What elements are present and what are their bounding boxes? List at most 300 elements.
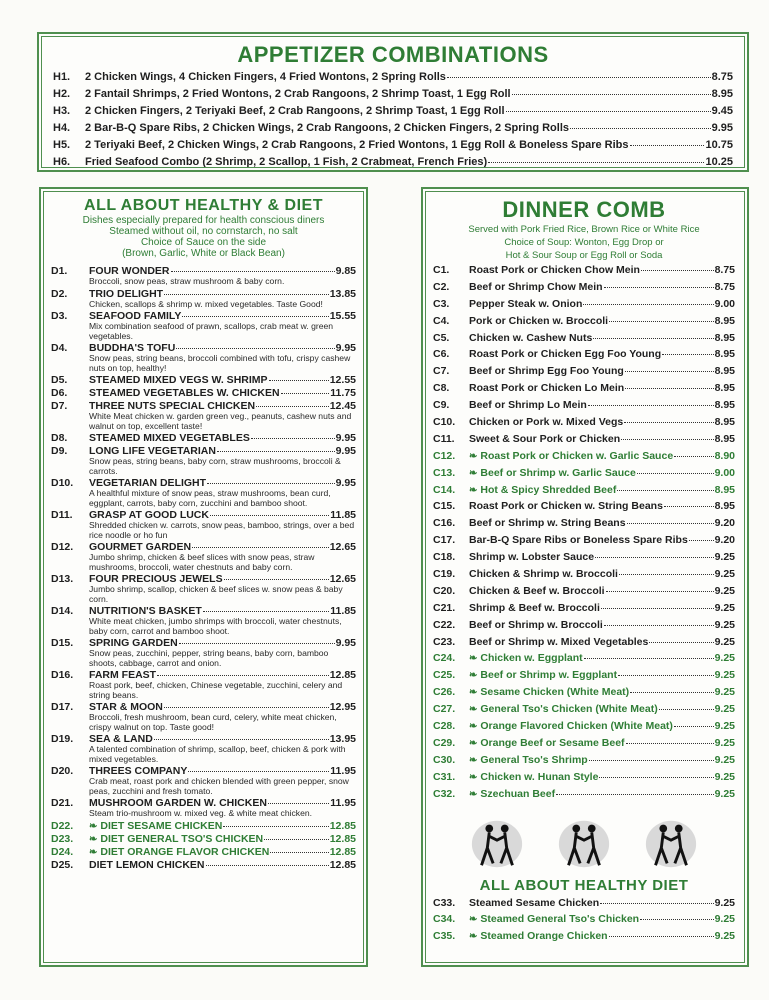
item-price: 9.25: [714, 720, 735, 733]
dot-leader: [268, 803, 329, 804]
item-price: 9.25: [714, 703, 735, 716]
item-name: THREE NUTS SPECIAL CHICKEN: [89, 400, 256, 412]
item-code: C27.: [433, 703, 456, 716]
item-price: 9.25: [714, 601, 735, 614]
item-code: D4.: [51, 342, 68, 354]
item-name: FARM FEAST: [89, 669, 157, 681]
spicy-leaf-icon: ❧: [469, 653, 478, 665]
item-code: C2.: [433, 280, 450, 293]
item-name: Shrimp & Beef w. Broccoli: [469, 601, 600, 614]
item-name: 2 Bar-B-Q Spare Ribs, 2 Chicken Wings, 2 Crab Rangoons, 2 Chicken Fingers, 2 Spring Rolls: [85, 122, 570, 134]
menu-item-row: [433, 281, 735, 298]
item-description: White Meat chicken w. garden green veg., peanuts, cashew nuts and walnut on top, excellent taste!: [89, 411, 352, 431]
item-name: Beef or Shrimp w. String Beans: [469, 517, 626, 530]
healthy-item: [51, 432, 356, 444]
item-code: D19.: [51, 733, 74, 745]
item-price: 9.20: [714, 517, 735, 530]
dot-leader: [625, 388, 713, 389]
item-name: Roast Pork or Chicken w. Garlic Sauce: [480, 449, 674, 462]
item-price: 9.25: [714, 669, 735, 682]
item-code: D24.: [51, 845, 74, 858]
dot-leader: [488, 162, 704, 163]
menu-item-row: [433, 484, 735, 501]
dot-leader: [604, 625, 714, 626]
healthy-item: [51, 374, 356, 386]
healthy-item: [51, 400, 356, 431]
item-name: NUTRITION'S BASKET: [89, 605, 202, 617]
item-code: C20.: [433, 584, 456, 597]
item-name: FOUR PRECIOUS JEWELS: [89, 573, 223, 585]
dot-leader: [659, 709, 714, 710]
item-code: C7.: [433, 365, 450, 378]
item-code: C4.: [433, 314, 450, 327]
dot-leader: [625, 371, 714, 372]
item-code: D23.: [51, 832, 74, 845]
item-code: C5.: [433, 331, 450, 344]
dot-leader: [223, 826, 328, 827]
healthy-item: [51, 541, 356, 572]
dot-leader: [188, 771, 329, 772]
menu-item-row: [433, 652, 735, 669]
menu-item-row: [51, 387, 356, 399]
dot-leader: [588, 405, 714, 406]
healthy-subtitle-2: Steamed without oil, no cornstarch, no salt: [109, 226, 298, 237]
item-code: C22.: [433, 618, 456, 631]
dot-leader: [649, 642, 713, 643]
item-code: D25.: [51, 858, 74, 871]
item-name: SEA & LAND: [89, 733, 153, 745]
item-description: Jumbo shrimp, chicken & beef slices with snow peas, straw mushrooms, broccoli, water chestnuts and baby corn.: [89, 552, 315, 572]
item-name: Beef or Shrimp Egg Foo Young: [469, 365, 624, 378]
menu-item-row: [433, 315, 735, 332]
item-price: 11.85: [330, 509, 356, 521]
dot-leader: [689, 540, 714, 541]
dot-leader: [593, 338, 713, 339]
item-name: Orange Flavored Chicken (White Meat): [480, 720, 673, 733]
menu-item-row: [51, 833, 356, 845]
item-price: 8.75: [714, 264, 735, 276]
item-name: BUDDHA'S TOFU: [89, 342, 176, 354]
menu-item-row: [51, 432, 356, 444]
healthy-title: ALL ABOUT HEALTHY & DIET: [84, 197, 323, 214]
menu-item-row: [433, 754, 735, 771]
menu-item-row: [433, 788, 735, 805]
item-name: Chicken w. Eggplant: [480, 652, 583, 665]
item-price: 8.90: [714, 449, 735, 462]
item-description: Snow peas, string beans, broccoli combined with tofu, crispy cashew nuts on top, healthy!: [89, 353, 351, 373]
item-price: 8.95: [714, 382, 735, 395]
spicy-leaf-icon: ❧: [469, 721, 478, 733]
item-price: 9.25: [714, 896, 735, 909]
item-name: 2 Fantail Shrimps, 2 Fried Wontons, 2 Crab Rangoons, 2 Shrimp Toast, 1 Egg Roll: [85, 88, 511, 100]
item-code: D13.: [51, 573, 74, 585]
item-name: VEGETARIAN DELIGHT: [89, 477, 207, 489]
item-name: Orange Beef or Sesame Beef: [480, 736, 625, 749]
spicy-leaf-icon: ❧: [469, 670, 478, 682]
dot-leader: [641, 270, 714, 271]
item-price: 9.25: [714, 787, 735, 800]
item-price: 12.85: [329, 832, 356, 845]
item-code: D22.: [51, 819, 74, 832]
menu-item-row: [53, 71, 733, 88]
menu-item-row: [433, 382, 735, 399]
item-code: D14.: [51, 605, 74, 617]
item-price: 9.00: [714, 466, 735, 479]
dot-leader: [626, 743, 714, 744]
item-name: Chicken w. Hunan Style: [480, 770, 599, 783]
item-name: STAR & MOON: [89, 701, 163, 713]
item-code: C25.: [433, 669, 456, 682]
spicy-leaf-icon: ❧: [469, 754, 478, 766]
item-description: Mix combination seafood of prawn, scallops, crab meat w. green vegetables.: [89, 321, 334, 341]
item-code: C15.: [433, 500, 456, 513]
spicy-leaf-icon: ❧: [469, 737, 478, 749]
item-code: C33.: [433, 896, 456, 909]
item-name: General Tso's Chicken (White Meat): [480, 703, 658, 716]
dot-leader: [637, 473, 714, 474]
item-price: 13.95: [329, 733, 356, 745]
item-description: Steam trio-mushroom w. mixed veg. & white meat chicken.: [89, 808, 313, 818]
item-name: STEAMED MIXED VEGS W. SHRIMP: [89, 374, 268, 386]
item-code: D21.: [51, 797, 74, 809]
item-name: Beef or Shrimp w. Mixed Vegetables: [469, 635, 649, 648]
menu-item-row: [433, 930, 735, 947]
dot-leader: [662, 354, 713, 355]
item-name: Roast Pork or Chicken Lo Mein: [469, 382, 625, 395]
item-description: A healthful mixture of snow peas, straw mushrooms, bean curd, eggplant, carrots, baby corn, zucchini and bamboo shoot.: [89, 488, 331, 508]
item-code: D20.: [51, 765, 74, 777]
menu-item-row: [433, 433, 735, 450]
item-code: D9.: [51, 445, 68, 457]
item-price: 11.85: [330, 605, 356, 617]
dot-leader: [171, 271, 335, 272]
menu-item-row: [433, 585, 735, 602]
item-name: DIET ORANGE FLAVOR CHICKEN: [100, 845, 270, 858]
item-code: C18.: [433, 551, 456, 564]
item-name: STEAMED VEGETABLES W. CHICKEN: [89, 387, 280, 399]
item-price: 9.95: [335, 432, 356, 444]
item-code: C21.: [433, 601, 456, 614]
menu-item-row: [433, 636, 735, 653]
menu-item-row: [433, 551, 735, 568]
item-price: 8.95: [711, 88, 733, 100]
dot-leader: [609, 321, 713, 322]
item-price: 12.85: [329, 819, 356, 832]
item-code: C11.: [433, 432, 455, 445]
item-name: Roast Pork or Chicken w. String Beans: [469, 500, 663, 513]
menu-item-row: [53, 156, 733, 173]
item-price: 11.75: [330, 387, 356, 399]
item-description: A talented combination of shrimp, scallop, beef, chicken & pork with mixed vegetables.: [89, 744, 346, 764]
appetizer-title: APPETIZER COMBINATIONS: [237, 42, 549, 67]
healthy-item: [51, 288, 356, 310]
healthy-diet-item: [51, 820, 356, 832]
dot-leader: [207, 483, 335, 484]
item-price: 8.95: [714, 331, 735, 344]
item-code: C12.: [433, 449, 456, 462]
healthy-diet-section: [39, 187, 368, 967]
healthy-item: [51, 310, 356, 341]
menu-item-row: [53, 88, 733, 105]
appetizer-list: [53, 71, 733, 173]
item-price: 10.25: [705, 156, 733, 168]
dot-leader: [606, 591, 714, 592]
item-price: 9.25: [714, 584, 735, 597]
dinner-subtitle-3: Hot & Sour Soup or Egg Roll or Soda: [505, 250, 663, 261]
item-code: C35.: [433, 930, 456, 943]
item-name: Bar-B-Q Spare Ribs or Boneless Spare Ribs: [469, 534, 688, 547]
item-code: D8.: [51, 432, 68, 444]
item-code: D12.: [51, 541, 74, 553]
dot-leader: [630, 692, 713, 693]
item-description: Jumbo shrimp, scallop, chicken & beef slices w. snow peas & baby corn.: [89, 584, 343, 604]
item-price: 8.75: [714, 280, 735, 293]
item-code: H1.: [53, 71, 71, 83]
item-code: H2.: [53, 88, 71, 100]
dot-leader: [617, 490, 713, 491]
dot-leader: [176, 348, 334, 349]
item-name: Beef or Shrimp w. Eggplant: [480, 669, 618, 682]
dancers-icon: [468, 815, 526, 873]
item-price: 10.75: [705, 139, 733, 151]
item-code: C1.: [433, 264, 450, 276]
item-name: Chicken w. Cashew Nuts: [469, 331, 593, 344]
item-code: H5.: [53, 139, 71, 151]
menu-item-row: [433, 500, 735, 517]
item-description: Shredded chicken w. carrots, snow peas, bamboo, strings, over a bed rice noodle or ho fun: [89, 520, 355, 540]
item-price: 12.65: [329, 541, 356, 553]
spicy-leaf-icon: ❧: [469, 484, 478, 496]
healthy-item: [51, 445, 356, 476]
item-code: C30.: [433, 753, 456, 766]
dot-leader: [157, 675, 329, 676]
item-price: 12.85: [329, 845, 356, 858]
item-description: White meat chicken, jumbo shrimps with broccoli, water chestnuts, baby corn, carrot and bamboo shoot.: [89, 616, 342, 636]
item-description: Snow peas, zucchini, pepper, string beans, baby corn, bamboo shoots, cabbage, carrot and onion.: [89, 648, 329, 668]
menu-item-row: [433, 298, 735, 315]
item-code: C23.: [433, 635, 456, 648]
item-code: C10.: [433, 416, 456, 429]
item-code: D1.: [51, 265, 68, 277]
dot-leader: [595, 557, 714, 558]
item-price: 9.25: [714, 618, 735, 631]
item-price: 9.20: [714, 534, 735, 547]
item-price: 9.25: [714, 635, 735, 648]
healthy-diet-item: [51, 846, 356, 858]
healthy-list: [51, 265, 356, 871]
item-price: 8.95: [714, 500, 735, 513]
item-price: 9.95: [711, 122, 733, 134]
dot-leader: [447, 77, 711, 78]
menu-item-row: [51, 859, 356, 871]
item-name: Beef or Shrimp Lo Mein: [469, 399, 587, 412]
menu-item-row: [433, 517, 735, 534]
dot-leader: [601, 608, 714, 609]
dinner-title: DINNER COMB: [502, 197, 666, 222]
item-code: C34.: [433, 913, 456, 926]
spicy-leaf-icon: ❧: [89, 833, 98, 845]
spicy-leaf-icon: ❧: [469, 771, 478, 783]
dot-leader: [206, 865, 329, 866]
dot-leader: [619, 574, 714, 575]
item-name: FOUR WONDER: [89, 265, 170, 277]
dot-leader: [630, 145, 705, 146]
dot-leader: [281, 393, 330, 394]
item-price: 12.65: [329, 573, 356, 585]
dot-leader: [251, 438, 335, 439]
dinner-healthy-title: ALL ABOUT HEALTHY DIET: [479, 876, 689, 894]
item-name: General Tso's Shrimp: [480, 753, 588, 766]
item-price: 11.95: [330, 797, 356, 809]
dot-leader: [627, 523, 714, 524]
item-code: C6.: [433, 348, 450, 361]
item-price: 8.95: [714, 348, 735, 361]
appetizer-section: [37, 32, 749, 172]
dot-leader: [599, 777, 713, 778]
menu-item-row: [51, 288, 356, 300]
item-name: Chicken or Pork w. Mixed Vegs: [469, 416, 624, 429]
item-name: SEAFOOD FAMILY: [89, 310, 182, 322]
menu-item-row: [433, 737, 735, 754]
item-description: Snow peas, string beans, baby corn, straw mushrooms, broccoli & carrots.: [89, 456, 341, 476]
item-code: C19.: [433, 568, 456, 581]
dot-leader: [584, 658, 714, 659]
menu-item-row: [433, 365, 735, 382]
dancers-icon: [555, 815, 613, 873]
dancers-illustration: [453, 815, 715, 873]
item-code: D17.: [51, 701, 74, 713]
item-code: C3.: [433, 297, 450, 310]
item-description: Roast pork, beef, chicken, Chinese vegetable, zucchini, celery and string beans.: [89, 680, 343, 700]
spicy-leaf-icon: ❧: [469, 788, 478, 800]
item-name: Chicken & Shrimp w. Broccoli: [469, 568, 618, 581]
menu-item-row: [433, 913, 735, 930]
item-name: Steamed General Tso's Chicken: [480, 913, 640, 926]
item-name: GOURMET GARDEN: [89, 541, 192, 553]
item-price: 12.85: [329, 858, 356, 871]
menu-item-row: [433, 534, 735, 551]
healthy-item: [51, 265, 356, 287]
dot-leader: [674, 726, 714, 727]
item-name: LONG LIFE VEGETARIAN: [89, 445, 216, 457]
item-code: D10.: [51, 477, 74, 489]
menu-item-row: [433, 771, 735, 788]
healthy-subtitle-1: Dishes especially prepared for health conscious diners: [82, 215, 325, 226]
item-price: 9.85: [335, 265, 356, 277]
item-name: THREES COMPANY: [89, 765, 188, 777]
item-price: 9.95: [335, 342, 356, 354]
menu-item-row: [433, 450, 735, 467]
dot-leader: [556, 794, 713, 795]
spicy-leaf-icon: ❧: [469, 687, 478, 699]
item-name: STEAMED MIXED VEGETABLES: [89, 432, 250, 444]
item-price: 9.45: [711, 105, 733, 117]
item-price: 12.45: [329, 400, 356, 412]
dot-leader: [600, 903, 713, 904]
healthy-item: [51, 605, 356, 636]
menu-item-row: [433, 703, 735, 720]
dancers-icon: [642, 815, 700, 873]
item-price: 9.25: [714, 736, 735, 749]
spicy-leaf-icon: ❧: [469, 914, 478, 926]
item-code: C28.: [433, 720, 456, 733]
item-price: 9.25: [714, 686, 735, 699]
healthy-diet-item: [51, 833, 356, 845]
healthy-item: [51, 387, 356, 399]
item-code: C9.: [433, 399, 450, 412]
item-code: C16.: [433, 517, 456, 530]
item-code: D6.: [51, 387, 68, 399]
dot-leader: [674, 456, 713, 457]
item-code: C13.: [433, 466, 456, 479]
dot-leader: [609, 936, 714, 937]
dot-leader: [164, 707, 329, 708]
menu-item-row: [51, 846, 356, 858]
item-name: DIET LEMON CHICKEN: [89, 858, 205, 871]
healthy-item: [51, 669, 356, 700]
dot-leader: [570, 128, 711, 129]
dot-leader: [583, 304, 713, 305]
menu-item-row: [53, 122, 733, 139]
menu-item-row: [433, 348, 735, 365]
healthy-item: [51, 797, 356, 819]
item-name: TRIO DELIGHT: [89, 287, 164, 300]
healthy-item: [51, 573, 356, 604]
menu-item-row: [433, 619, 735, 636]
item-code: D7.: [51, 400, 68, 412]
dot-leader: [664, 506, 714, 507]
dot-leader: [624, 422, 713, 423]
menu-item-row: [433, 467, 735, 484]
spicy-leaf-icon: ❧: [469, 704, 478, 716]
item-code: C31.: [433, 770, 456, 783]
healthy-item: [51, 637, 356, 668]
item-name: 2 Chicken Wings, 4 Chicken Fingers, 4 Fried Wontons, 2 Spring Rolls: [85, 71, 446, 83]
item-name: Beef or Shrimp w. Broccoli: [469, 618, 603, 631]
dot-leader: [256, 406, 329, 407]
item-name: 2 Teriyaki Beef, 2 Chicken Wings, 2 Crab Rangoons, 2 Fried Wontons, 1 Egg Roll & Boneless Spare Ribs: [85, 139, 629, 151]
item-price: 8.95: [714, 314, 735, 327]
healthy-item: [51, 477, 356, 508]
item-description: Broccoli, fresh mushroom, bean curd, celery, white meat chicken, crispy walnut on top. Taste good!: [89, 712, 337, 732]
item-price: 11.95: [330, 765, 356, 777]
item-price: 8.95: [714, 432, 735, 445]
item-price: 9.25: [714, 930, 735, 943]
item-code: C26.: [433, 686, 456, 699]
item-name: Beef or Shrimp Chow Mein: [469, 280, 603, 293]
menu-item-row: [433, 568, 735, 585]
item-code: C24.: [433, 652, 456, 665]
dinner-healthy-list: [433, 897, 735, 948]
item-price: 9.95: [335, 477, 356, 489]
dot-leader: [182, 316, 328, 317]
item-price: 9.25: [714, 913, 735, 926]
item-name: GRASP AT GOOD LUCK: [89, 509, 209, 521]
healthy-subtitle-3: Choice of Sauce on the side: [140, 237, 267, 248]
item-price: 12.95: [329, 701, 356, 713]
spicy-leaf-icon: ❧: [89, 846, 98, 858]
menu-item-row: [433, 332, 735, 349]
item-name: Sesame Chicken (White Meat): [480, 686, 630, 699]
dot-leader: [192, 547, 329, 548]
item-code: C29.: [433, 736, 456, 749]
dot-leader: [264, 839, 329, 840]
dinner-subtitle-2: Choice of Soup: Wonton, Egg Drop or: [504, 237, 664, 248]
item-name: Chicken & Beef w. Broccoli: [469, 584, 605, 597]
healthy-item: [51, 701, 356, 732]
dot-leader: [589, 760, 714, 761]
item-code: C14.: [433, 483, 456, 496]
